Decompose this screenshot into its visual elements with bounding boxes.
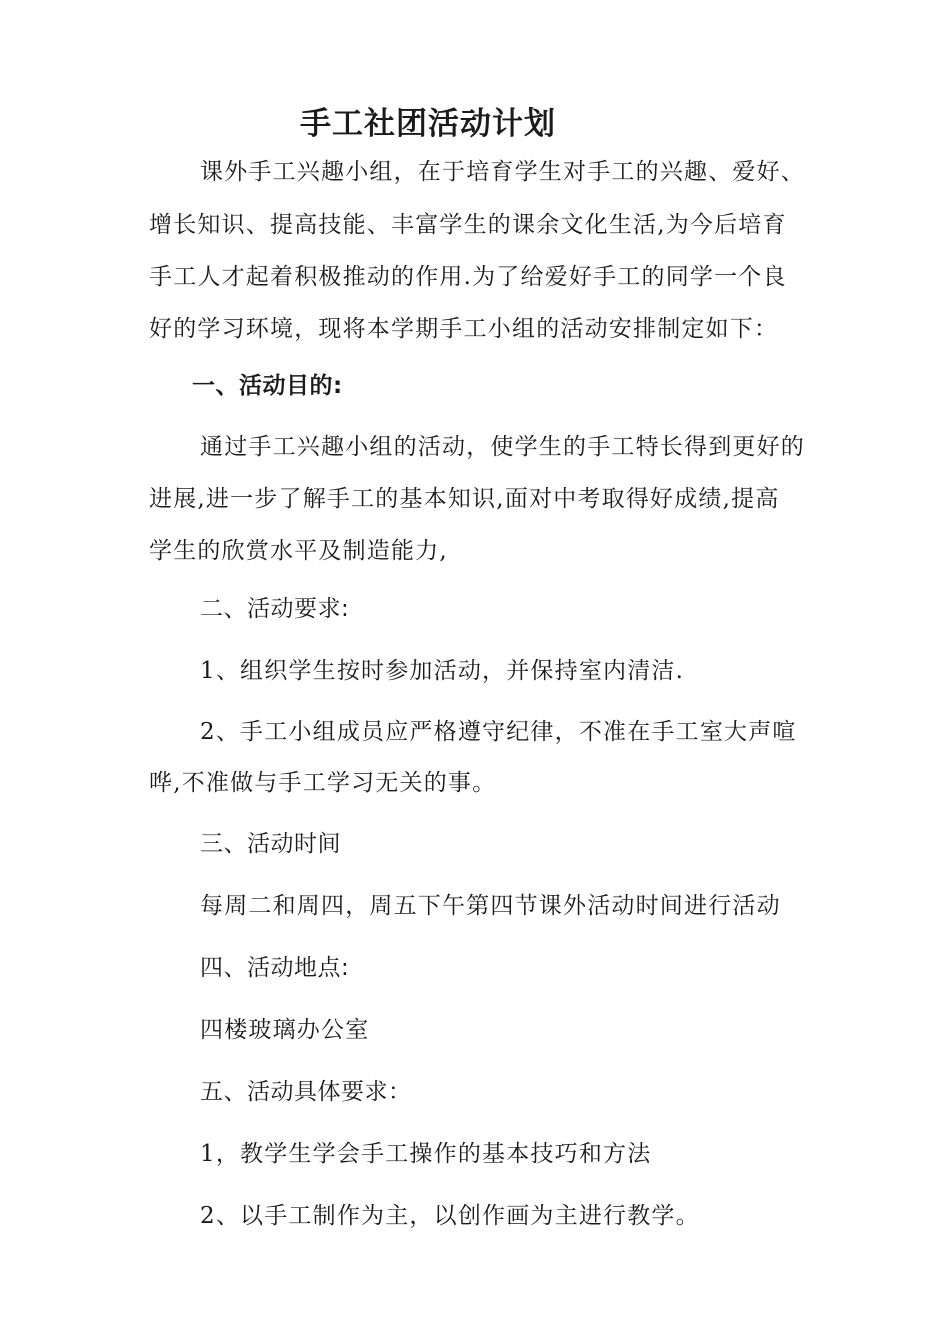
- section-1-heading: 一、活动目的:: [192, 373, 343, 399]
- section-4-body: 四楼玻璃办公室: [200, 1017, 370, 1043]
- section-1-line-1: 通过手工兴趣小组的活动，使学生的手工特长得到更好的: [200, 434, 805, 460]
- document-title: 手工社团活动计划: [300, 106, 556, 142]
- section-3-body: 每周二和周四，周五下午第四节课外活动时间进行活动: [200, 893, 781, 919]
- section-1-line-2: 进展,进一步了解手工的基本知识,面对中考取得好成绩,提高: [149, 486, 780, 512]
- section-1-line-3: 学生的欣赏水平及制造能力,: [149, 538, 448, 564]
- intro-line-3: 手工人才起着积极推动的作用.为了给爱好手工的同学一个良: [149, 264, 787, 290]
- intro-line-1: 课外手工兴趣小组，在于培育学生对手工的兴趣、爱好、: [200, 159, 805, 185]
- section-5-heading: 五、活动具体要求：: [200, 1079, 412, 1105]
- section-2-item-2-line-2: 哗,不准做与手工学习无关的事。: [149, 770, 497, 796]
- section-2-item-1: 1、组织学生按时参加活动，并保持室内清洁.: [200, 658, 685, 684]
- intro-line-2: 增长知识、提高技能、丰富学生的课余文化生活,为今后培育: [149, 212, 787, 238]
- section-5-item-1: 1，教学生学会手工操作的基本技巧和方法: [200, 1141, 652, 1167]
- section-5-item-2: 2、以手工制作为主，以创作画为主进行教学。: [200, 1203, 700, 1229]
- section-2-item-2-line-1: 2、手工小组成员应严格遵守纪律，不准在手工室大声喧: [200, 719, 797, 745]
- section-2-heading: 二、活动要求:: [200, 596, 350, 622]
- section-4-heading: 四、活动地点:: [200, 955, 350, 981]
- intro-line-4: 好的学习环境，现将本学期手工小组的活动安排制定如下：: [149, 316, 779, 342]
- section-3-heading: 三、活动时间: [200, 831, 341, 857]
